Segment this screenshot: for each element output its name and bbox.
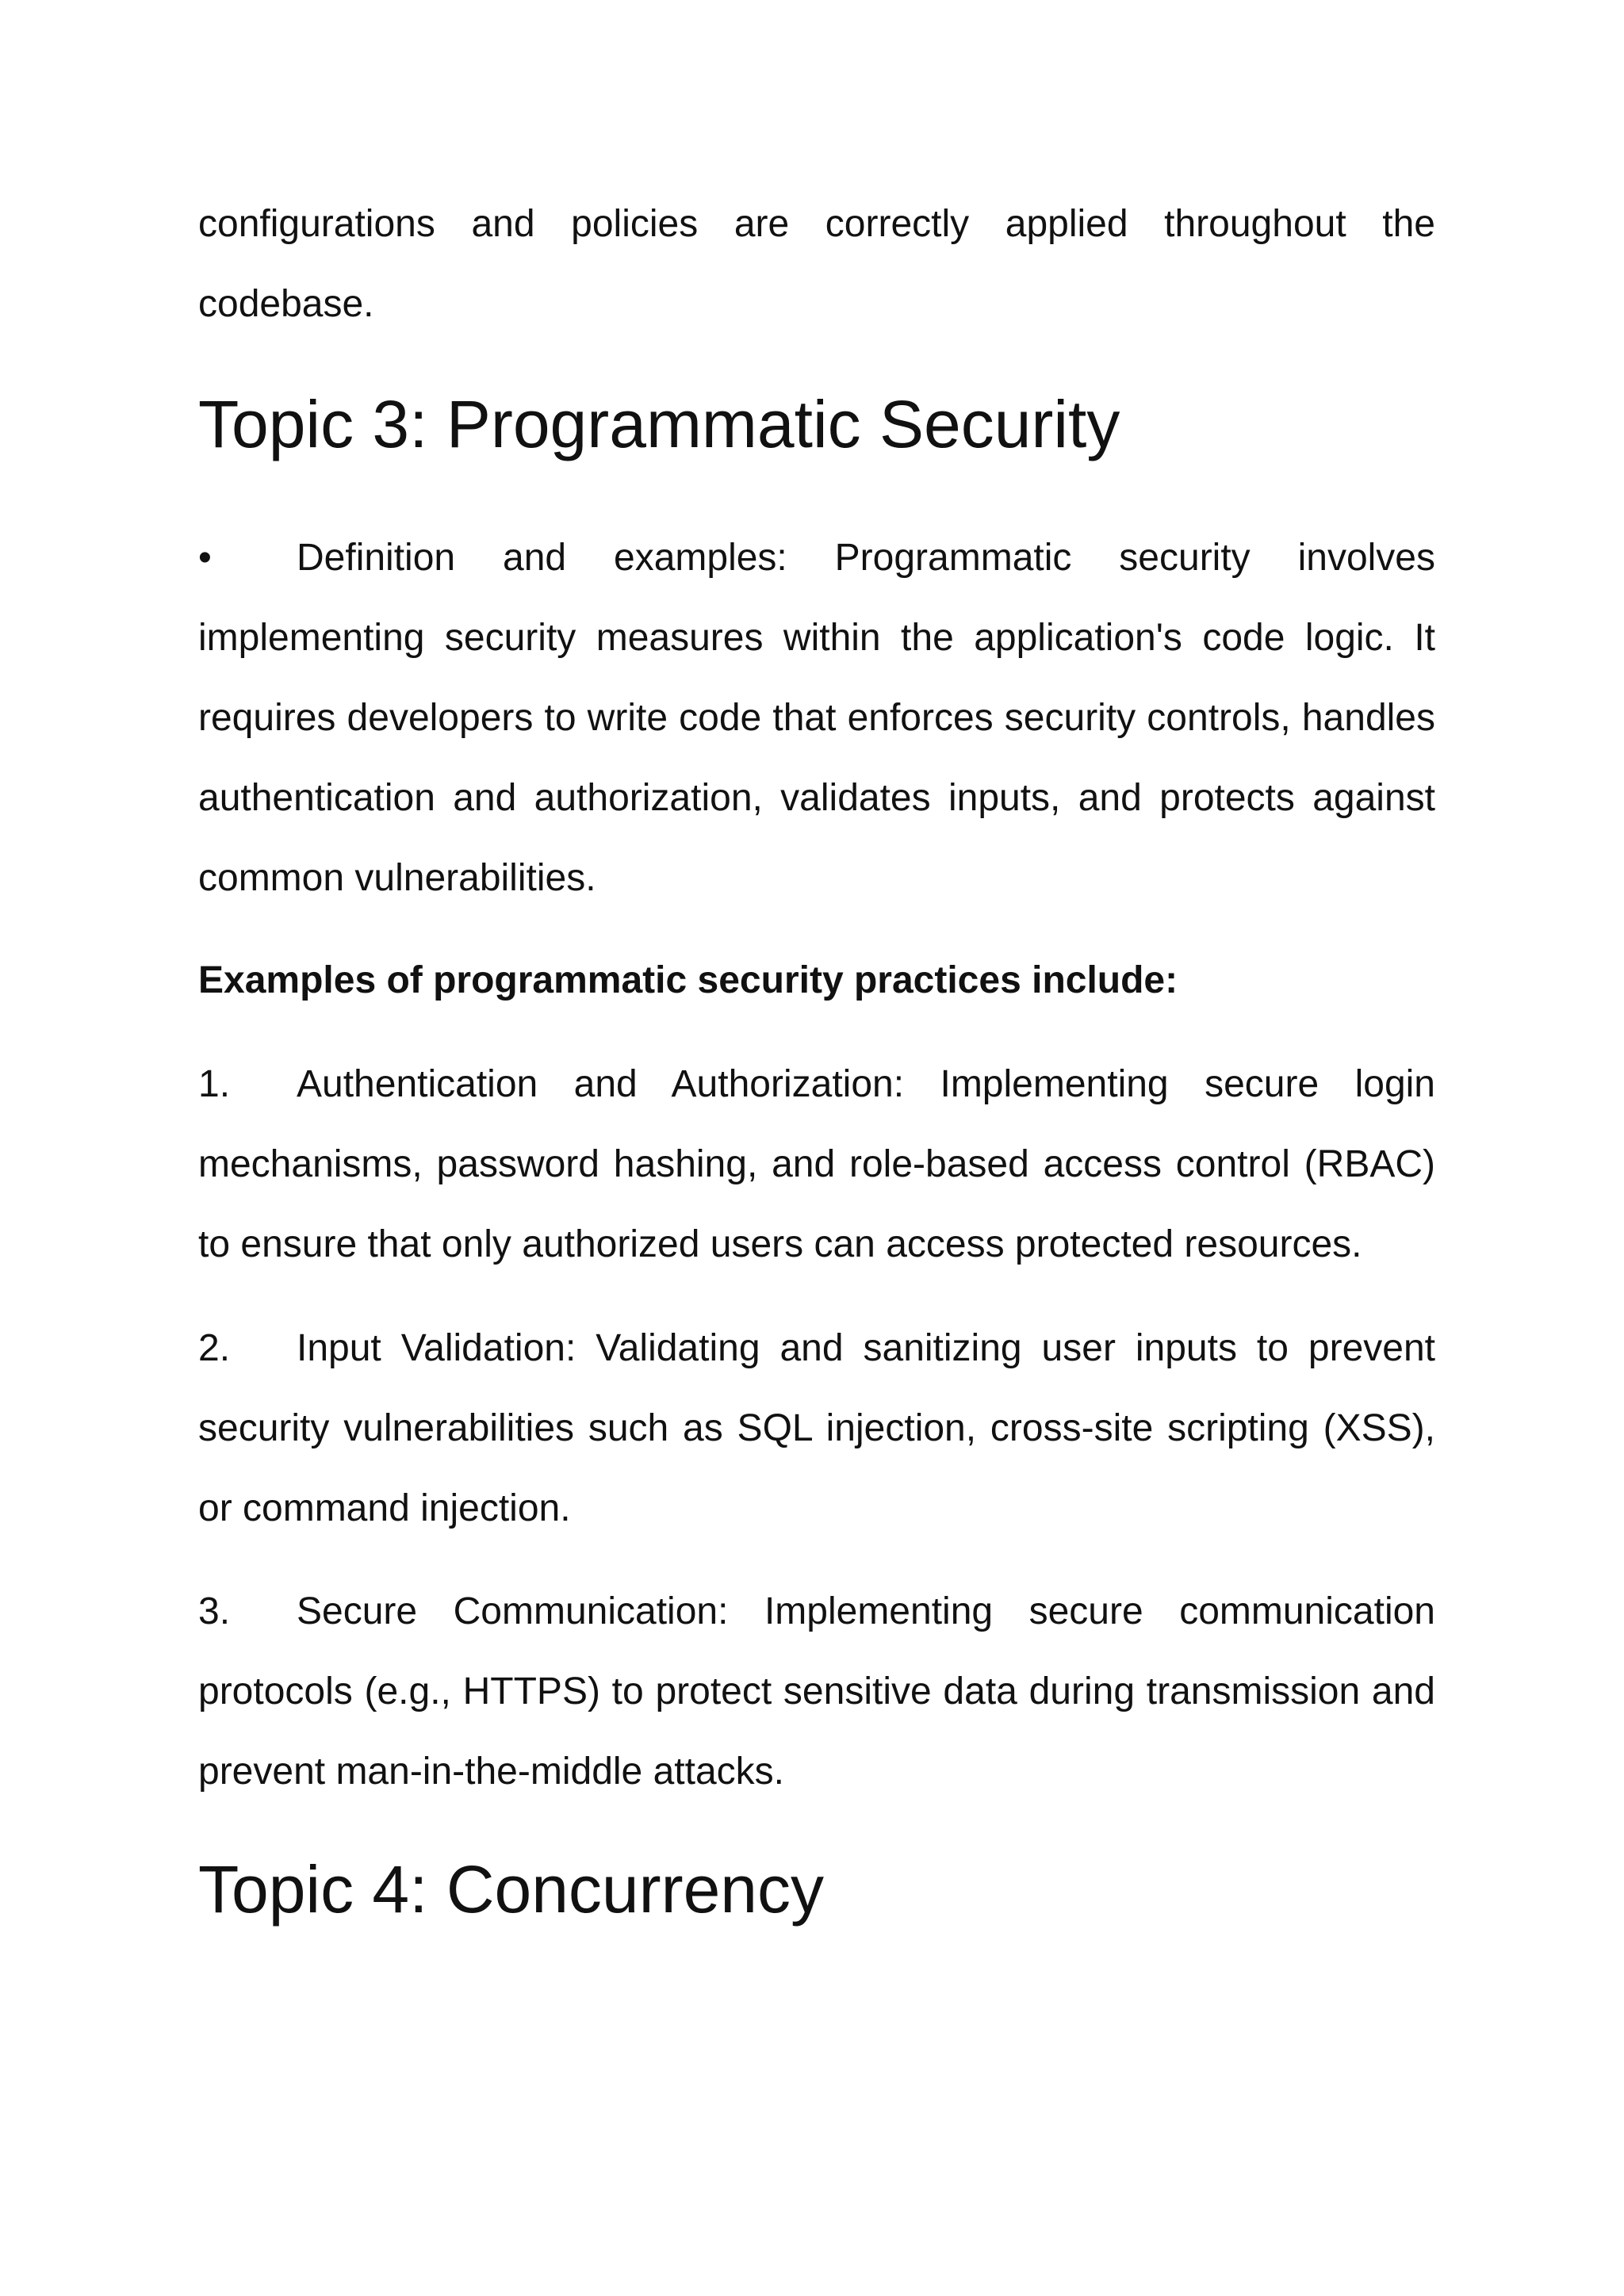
- list-item: [198, 1308, 1435, 1548]
- list-number: 2.: [198, 1327, 231, 1369]
- list-item: [198, 1571, 1435, 1812]
- list-item: [198, 1044, 1435, 1284]
- topic-4-heading: Topic 4: Concurrency: [198, 1852, 825, 1927]
- definition-paragraph: [198, 518, 1435, 918]
- intro-paragraph: configurations and policies are correctly applied throughout the codebase.: [198, 203, 1435, 325]
- list-item-text: Input Validation: Validating and sanitizing user inputs to prevent security vulnerabilities such as SQL injection, cross-site scripting (XSS), or command injection.: [198, 1327, 1435, 1529]
- list-item-text: Authentication and Authorization: Implementing secure login mechanisms, password hashing, and role-based access control (RBAC) to ensure that only authorized users can access protected resources.: [198, 1063, 1435, 1265]
- examples-heading: Examples of programmatic security practices include:: [198, 959, 1178, 1001]
- list-item-text: Secure Communication: Implementing secure communication protocols (e.g., HTTPS) to protect sensitive data during transmission and prevent man-in-the-middle attacks.: [198, 1590, 1435, 1793]
- definition-text: Definition and examples: Programmatic security involves implementing security measures within the application's code logic. It requires developers to write code that enforces security controls, handles authentication and authorization, validates inputs, and protects against common vulnerabilities.: [198, 537, 1435, 899]
- topic-3-heading: Topic 3: Programmatic Security: [198, 387, 1120, 461]
- list-number: 1.: [198, 1063, 231, 1105]
- bullet-marker: •: [198, 537, 212, 579]
- list-number: 3.: [198, 1590, 231, 1632]
